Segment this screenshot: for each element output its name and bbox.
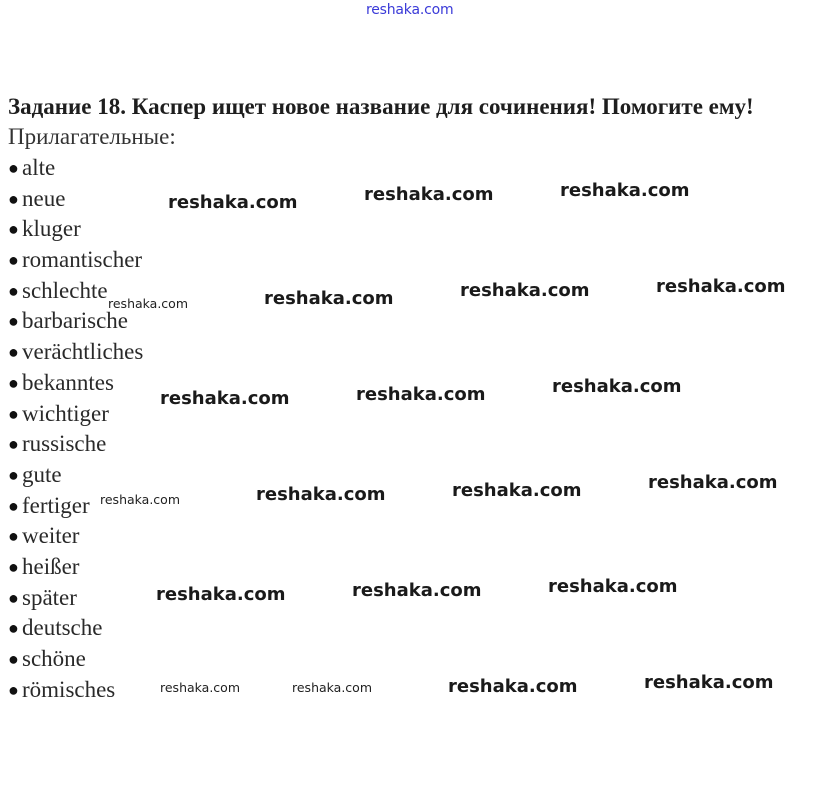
list-item: [8, 399, 143, 430]
bullet-icon: ●: [8, 158, 19, 178]
watermark: reshaka.com: [452, 480, 582, 501]
bullet-icon: ●: [8, 311, 19, 332]
list-item: [8, 368, 143, 399]
bullet-icon: ●: [8, 342, 19, 363]
bullet-icon: ●: [8, 587, 19, 608]
list-item: [8, 583, 143, 614]
bullet-icon: ●: [8, 250, 19, 271]
watermark: reshaka.com: [656, 276, 786, 297]
watermark: reshaka.com: [160, 388, 290, 409]
watermark: reshaka.com: [644, 672, 774, 693]
bullet-icon: ●: [8, 188, 19, 209]
list-item-text: heißer: [22, 553, 80, 579]
watermark: reshaka.com: [100, 492, 180, 507]
bullet-icon: ●: [8, 403, 19, 424]
bullet-icon: ●: [8, 649, 19, 669]
list-item: [8, 153, 143, 184]
list-item: [8, 429, 143, 460]
bullet-icon: ●: [8, 372, 19, 393]
list-item-text: deutsche: [22, 615, 103, 641]
list-item-text: weiter: [22, 523, 80, 549]
watermark: reshaka.com: [560, 180, 690, 201]
list-item-text: kluger: [22, 216, 81, 242]
list-item: [8, 552, 143, 583]
watermark: reshaka.com: [364, 184, 494, 205]
watermark: reshaka.com: [264, 288, 394, 309]
list-item-text: schlechte: [22, 277, 108, 303]
bullet-icon: ●: [8, 679, 19, 700]
list-item-text: alte: [22, 155, 56, 180]
list-item: [8, 521, 143, 552]
list-item-text: später: [22, 584, 77, 610]
list-item-text: russische: [22, 431, 107, 457]
bullet-icon: ●: [8, 434, 19, 455]
bullet-icon: ●: [8, 219, 19, 240]
watermark: reshaka.com: [648, 472, 778, 493]
task-title: Задание 18. Каспер ищет новое название для сочинения! Помогите ему!: [8, 94, 754, 119]
list-item: [8, 245, 143, 276]
watermark: reshaka.com: [548, 576, 678, 597]
list-item-text: verächtliches: [22, 339, 144, 365]
watermark: reshaka.com: [356, 384, 486, 405]
list-item: [8, 337, 143, 368]
bullet-icon: ●: [8, 618, 19, 639]
list-item: [8, 675, 143, 706]
list-item-text: neue: [22, 185, 66, 211]
site-watermark-header: reshaka.com: [366, 2, 454, 18]
list-item: [8, 214, 143, 245]
bullet-icon: ●: [8, 464, 19, 485]
list-item-text: bekanntes: [22, 369, 114, 395]
list-item-text: wichtiger: [22, 400, 109, 426]
bullet-icon: ●: [8, 556, 19, 577]
bullet-icon: ●: [8, 526, 19, 547]
watermark: reshaka.com: [448, 676, 578, 697]
list-item: [8, 460, 143, 491]
watermark: reshaka.com: [156, 584, 286, 605]
list-item-text: romantischer: [22, 247, 143, 273]
list-item-text: römisches: [22, 676, 116, 702]
watermark: reshaka.com: [256, 484, 386, 505]
watermark: reshaka.com: [168, 192, 298, 213]
list-item: [8, 644, 143, 675]
list-item-text: gute: [22, 461, 62, 487]
watermark: reshaka.com: [352, 580, 482, 601]
bullet-icon: ●: [8, 280, 19, 301]
watermark: reshaka.com: [292, 680, 372, 695]
watermark: reshaka.com: [108, 296, 188, 311]
section-label: Прилагательные:: [8, 124, 176, 149]
bullet-icon: ●: [8, 495, 19, 516]
list-item: [8, 306, 143, 337]
list-item-text: schöne: [22, 646, 86, 671]
list-item: [8, 184, 143, 215]
list-item-text: fertiger: [22, 492, 90, 518]
adjective-list: [8, 153, 143, 705]
watermark: reshaka.com: [552, 376, 682, 397]
list-item-text: barbarische: [22, 308, 128, 334]
list-item: [8, 613, 143, 644]
watermark: reshaka.com: [160, 680, 240, 695]
watermark: reshaka.com: [460, 280, 590, 301]
